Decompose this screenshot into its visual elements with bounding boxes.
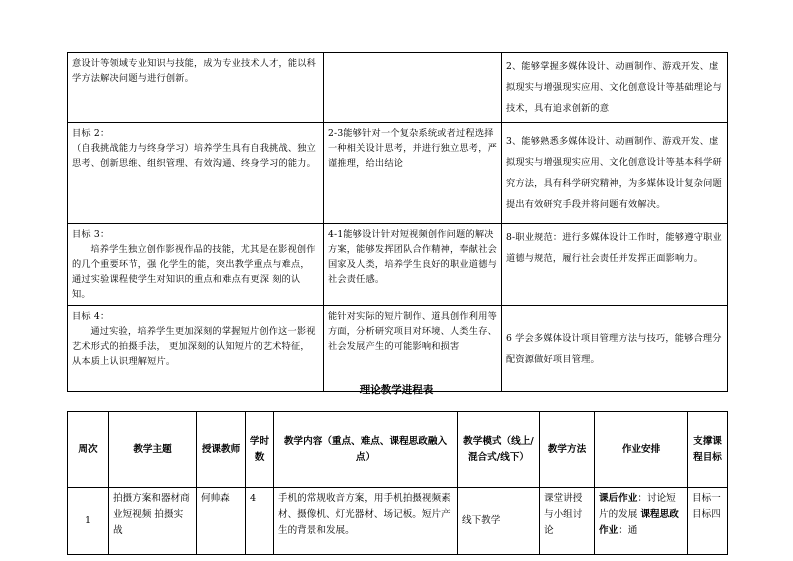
cell-week: 1: [68, 488, 109, 555]
header-teacher: 授课教师: [197, 412, 246, 488]
header-method: 教学方法: [540, 412, 595, 488]
header-content: 教学内容（重点、难点、课程思政融入点）: [274, 412, 458, 488]
homework-label: 课后作业: [599, 493, 638, 504]
header-mode: 教学模式（线上/混合式/线下）: [458, 412, 540, 488]
objective-row: [68, 306, 728, 392]
cell-teacher: 何帅森: [197, 488, 246, 555]
objective-row: [68, 123, 728, 224]
indicator-point: 2-3能够针对一个复杂系统或者过程选择一种相关设计思考，并进行独立思考，严谨推理，给出结论: [324, 123, 502, 224]
header-topic: 教学主题: [109, 412, 197, 488]
objective-row: [68, 53, 728, 123]
cell-content: 手机的常规收音方案，用手机拍摄视频素材、摄像机、灯光器材、场记板。短片产生的背景和发展。: [274, 488, 458, 555]
objective-cell: [68, 224, 324, 306]
objective-label: 目标 2：: [72, 128, 110, 139]
objective-desc: （自我挑战能力与终身学习）培养学生具有自我挑战、独立思考、创新思维、组织管理、有效沟通、终身学习的能力。: [72, 143, 317, 169]
indicator-point: 能针对实际的短片制作、道具创作利用等方面，分析研究项目对环境、人类生存、社会发展产生的可能影响和损害: [324, 306, 502, 392]
indicator-point: [324, 53, 502, 123]
objective-label: 目标 4：: [72, 311, 110, 322]
homework-text: ：讨论短片的发展: [599, 493, 676, 520]
graduation-requirement: 8-职业规范：进行多媒体设计工作时，能够遵守职业道德与规范，履行社会责任并发挥正面影响力。: [502, 224, 728, 306]
graduation-requirement: 2、能够掌握多媒体设计、动画制作、游戏开发、虚拟现实与增强现实应用、文化创意设计等基础理论与技术，具有追求创新的意: [502, 53, 728, 123]
cell-method: 课堂讲授与小组讨论: [540, 488, 595, 555]
objectives-table: [67, 52, 728, 392]
section-title: 理论教学进程表: [359, 384, 434, 396]
objective-row: [68, 224, 728, 306]
header-goals: 支撑课程目标: [688, 412, 728, 488]
objective-desc: 培养学生独立创作影视作品的技能，尤其是在影视创作的几个重要环节，强 化学生的能，突出教学重点与难点，通过实验课程使学生对知识的重点和难点有更深 刻的认知。: [72, 244, 316, 300]
graduation-requirement: 3、能够熟悉多媒体设计、动画制作、游戏开发、虚拟现实与增强现实应用、文化创意设计等基本科学研究方法，具有科学研究精神，为多媒体设计复杂问题提出有效研究手段并将问题有效解决。: [502, 123, 728, 224]
objective-desc: 通过实验，培养学生更加深刻的掌握短片创作这一影视艺术形式的拍摄手法， 更加深刻的认知短片的艺术特征，从本质上认识理解短片。: [72, 326, 316, 367]
ideology-homework-text: ：通: [618, 525, 638, 536]
cell-goals: 目标一目标四: [688, 488, 728, 555]
objective-label: 目标 3：: [72, 229, 110, 240]
header-homework: 作业安排: [595, 412, 688, 488]
ideology-homework-label: 课程思政作业: [599, 509, 679, 536]
table-row: [68, 488, 728, 555]
graduation-requirement: 6 学会多媒体设计项目管理方法与技巧，能够合理分配资源做好项目管理。: [502, 306, 728, 392]
cell-topic: 拍摄方案和器材商业短视频 拍摄实战: [109, 488, 197, 555]
objective-cell: [68, 306, 324, 392]
objective-cell: [68, 123, 324, 224]
cell-hours: 4: [246, 488, 274, 555]
teaching-schedule-table: [67, 411, 728, 555]
schedule-header-row: [68, 412, 728, 488]
objective-desc: 意设计等领域专业知识与技能，成为专业技术人才，能以科学方法解决问题与进行创新。: [68, 53, 324, 123]
header-hours: 学时数: [246, 412, 274, 488]
cell-homework: [595, 488, 688, 555]
header-week: 周次: [68, 412, 109, 488]
indicator-point: 4-1能够设计针对短视频创作问题的解决方案，能够发挥团队合作精神，奉献社会国家及人类，培养学生良好的职业道德与社会责任感。: [324, 224, 502, 306]
cell-mode: 线下教学: [458, 488, 540, 555]
